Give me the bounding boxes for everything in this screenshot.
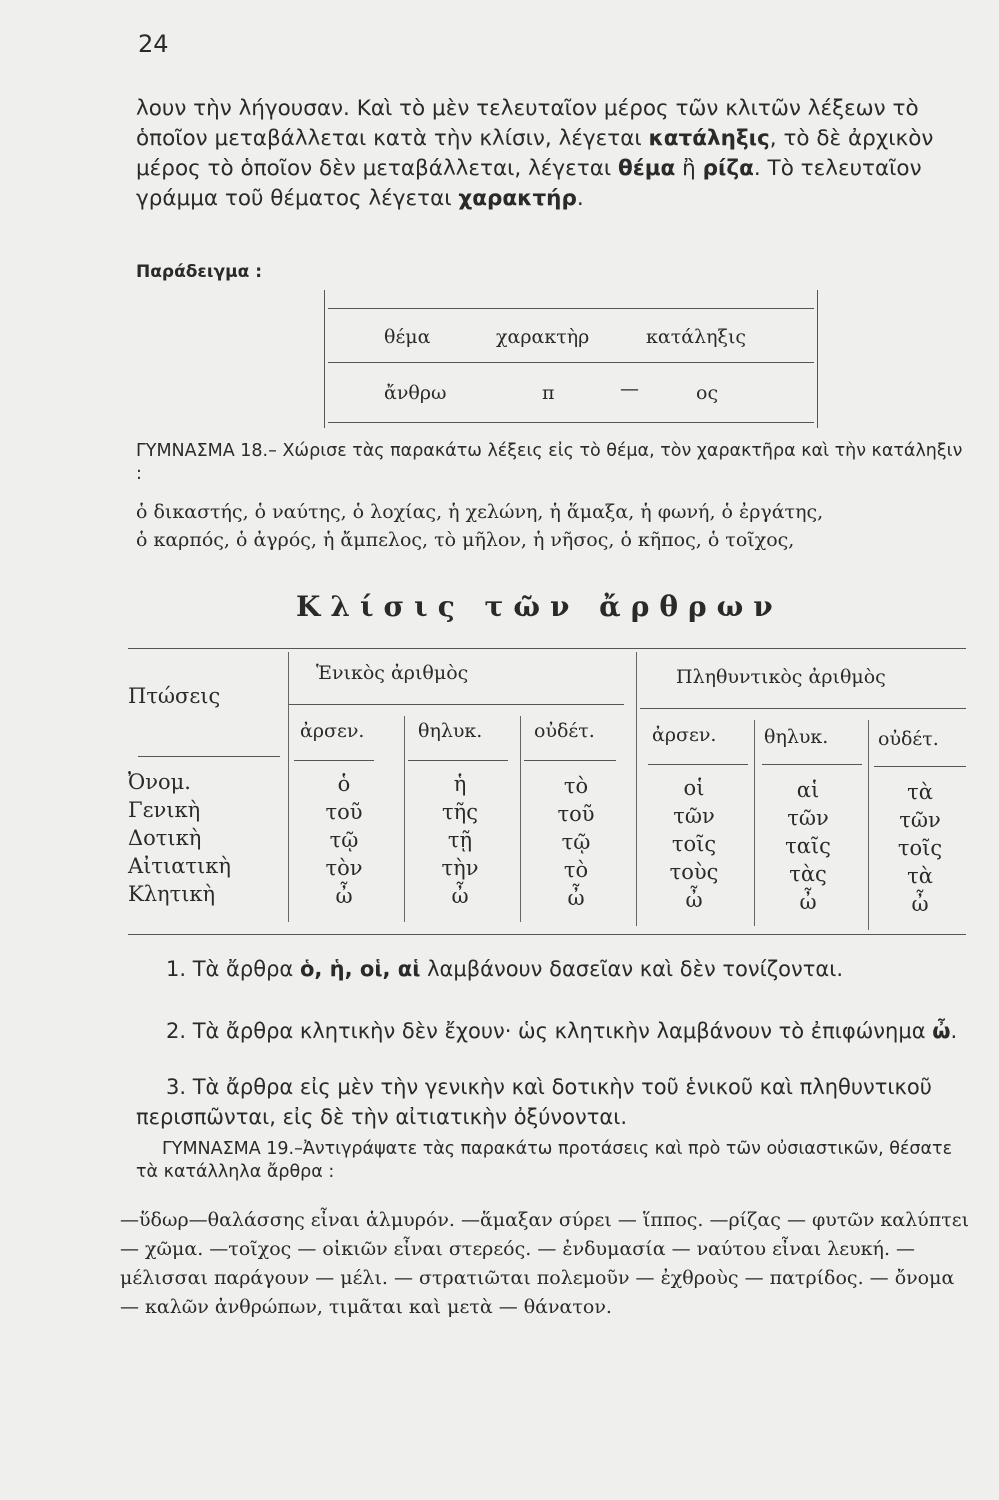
- decl-cell: τὰ: [907, 780, 933, 804]
- decl-cell: ὦ: [685, 888, 703, 912]
- decl-cell: αἱ: [796, 778, 820, 802]
- exercise-18-instructions: [136, 440, 970, 486]
- exercise-19-title: ΓΥΜΝΑΣΜΑ 19.: [162, 1139, 295, 1159]
- exercise-18-text: – Χώρισε τὰς παρακάτω λέξεις εἰς τὸ θέμα, τὸν χαρακτῆρα καὶ τὴν κατάληξιν :: [136, 441, 963, 484]
- rule-3: 3. Τὰ ἄρθρα εἰς μὲν τὴν γενικὴν καὶ δοτικὴν τοῦ ἑνικοῦ καὶ πληθυντικοῦ περισπῶνται, εἰς δὲ τὴν αἰτιατικὴν ὀξύνονται.: [136, 1075, 932, 1129]
- example-table-top-rule: [328, 308, 814, 309]
- decl-vline-3: [520, 716, 521, 922]
- decl-cell: τὴν: [441, 856, 479, 880]
- decl-cell: τῷ: [561, 830, 591, 854]
- decl-gender-rule-3: [524, 760, 616, 761]
- exercise-18-title: ΓΥΜΝΑΣΜΑ 18.: [136, 441, 269, 461]
- decl-cell: τῶν: [787, 806, 829, 830]
- decl-cell: τῶν: [673, 804, 715, 828]
- example-table-left-border: [324, 290, 325, 428]
- decl-vline-1: [288, 652, 289, 922]
- intro-text-2: , τὸ δὲ ἀρχικὸν μέρος τὸ ὁποῖον δὲν μεταβάλλεται, λέγεται: [136, 126, 934, 181]
- decl-cell: ὦ: [335, 884, 353, 908]
- decl-case-accusative: Αἰτιατικὴ: [128, 854, 231, 878]
- decl-case-dative: Δοτικὴ: [128, 826, 202, 850]
- decl-cell: ὁ: [337, 772, 351, 796]
- decl-cell: τοὺς: [669, 860, 719, 884]
- decl-cell: τῇ: [447, 828, 473, 852]
- rule-2-interjection: ὦ: [932, 1019, 951, 1043]
- decl-cell: τῆς: [442, 800, 478, 824]
- decl-case-genitive: Γενικὴ: [128, 798, 201, 822]
- example-cell-dash: —: [620, 378, 639, 400]
- example-header-thema: θέμα: [384, 326, 431, 348]
- rule-2-text-c: .: [950, 1019, 958, 1043]
- example-cell-ending: ος: [696, 382, 719, 404]
- decl-singular-rule: [288, 704, 624, 705]
- decl-cases-rule: [138, 756, 280, 757]
- decl-gender-6: οὐδέτ.: [878, 728, 939, 750]
- decl-cell: ὦ: [911, 892, 929, 916]
- intro-paragraph: [136, 94, 970, 214]
- decl-vline-4: [636, 652, 637, 926]
- page-number: 24: [138, 30, 169, 58]
- rule-1-articles: ὁ, ἡ, οἱ, αἱ: [299, 957, 421, 981]
- example-label: Παράδειγμα :: [136, 262, 263, 282]
- decl-case-nominative: Ὀνομ.: [128, 770, 191, 794]
- term-charaktir: χαρακτήρ: [458, 186, 577, 211]
- example-table-bottom-rule: [328, 422, 814, 423]
- rule-1-text-c: λαμβάνουν δασεῖαν καὶ δὲν τονίζονται.: [420, 957, 844, 981]
- decl-cell: τὸν: [325, 856, 363, 880]
- intro-text-4: . Τὸ τελευταῖον γράμμα τοῦ θέματος λέγεται: [136, 156, 922, 211]
- decl-cell: τὸ: [563, 774, 589, 798]
- example-header-charaktir: χαρακτὴρ: [496, 326, 590, 348]
- decl-cell: ὦ: [567, 886, 585, 910]
- decl-singular-header: Ἑνικὸς ἀριθμὸς: [316, 662, 469, 684]
- decl-cell: οἱ: [683, 776, 705, 800]
- example-cell-stem: ἄνθρω: [384, 382, 447, 404]
- section-title: Κλίσις τῶν ἄρθρων: [296, 590, 783, 623]
- rule-1-text-a: 1. Τὰ ἄρθρα: [166, 957, 300, 981]
- decl-cell: τοῦ: [557, 802, 595, 826]
- decl-cell: τῷ: [329, 828, 359, 852]
- term-katalixis: κατάληξις: [648, 126, 770, 151]
- decl-gender-3: οὐδέτ.: [534, 720, 595, 742]
- decl-cell: τῶν: [899, 808, 941, 832]
- decl-gender-rule-2: [408, 760, 508, 761]
- decl-gender-1: ἀρσεν.: [300, 720, 365, 742]
- exercise-18-words-line-1: ὁ δικαστής, ὁ ναύτης, ὁ λοχίας, ἡ χελώνη, ἡ ἅμαξα, ἡ φωνή, ὁ ἐργάτης,: [136, 501, 824, 523]
- decl-cell: τὰς: [789, 862, 827, 886]
- decl-gender-rule-1: [294, 760, 374, 761]
- decl-plural-header: Πληθυντικὸς ἀριθμὸς: [676, 666, 886, 688]
- decl-case-vocative: Κλητικὴ: [128, 882, 216, 906]
- decl-vline-6: [868, 720, 869, 930]
- exercise-19-sentences: —ὕδωρ—θαλάσσης εἶναι ἁλμυρόν. —ἅμαξαν σύρει — ἵππος. —ρίζας — φυτῶν καλύπτει — χῶμα. —τοῖχος — οἰκιῶν εἶναι στερεός. — ἐνδυμασία — ναύτου εἶναι λευκή. —μέλισσαι παράγουν — μέλι. — στρατιῶται πολεμοῦν — ἐχθροὺς — πατρίδος. — ὄνομα — καλῶν ἀνθρώπων, τιμᾶται καὶ μετὰ — θάνατον.: [120, 1209, 970, 1318]
- decl-vline-5: [754, 720, 755, 926]
- example-header-katalixis: κατάληξις: [646, 326, 747, 348]
- decl-cell: τοῖς: [671, 832, 717, 856]
- decl-cell: τὸ: [563, 858, 589, 882]
- term-riza: ρίζα: [702, 156, 754, 181]
- intro-text-5: .: [576, 186, 584, 211]
- example-table-right-border: [817, 290, 818, 428]
- decl-gender-2: θηλυκ.: [418, 720, 483, 742]
- example-cell-character: π: [542, 382, 555, 404]
- decl-cell: τοῖς: [897, 836, 943, 860]
- intro-text-1: λουν τὴν λήγουσαν. Καὶ τὸ μὲν τελευταῖον μέρος τῶν κλιτῶν λέξεων τὸ ὁποῖον μεταβάλλεται κατὰ τὴν κλίσιν, λέγεται: [136, 96, 919, 151]
- exercise-19-instructions: [136, 1138, 970, 1184]
- rule-2-text-a: 2. Τὰ ἄρθρα κλητικὴν δὲν ἔχουν· ὡς κλητικὴν λαμβάνουν τὸ ἐπιφώνημα: [166, 1019, 933, 1043]
- decl-cases-header: Πτώσεις: [128, 684, 221, 708]
- exercise-19-text: –Ἀντιγράψατε τὰς παρακάτω προτάσεις καὶ πρὸ τῶν οὐσιαστικῶν, θέσατε τὰ κατάλληλα ἄρθρα :: [136, 1139, 953, 1182]
- example-table: [324, 290, 818, 428]
- intro-text-3: ἢ: [675, 156, 703, 181]
- decl-cell: ὦ: [451, 884, 469, 908]
- example-table-mid-rule: [328, 362, 814, 363]
- decl-gender-4: ἀρσεν.: [652, 724, 717, 746]
- rule-1: [136, 954, 970, 984]
- decl-gender-rule-6: [874, 766, 966, 767]
- decl-plural-rule: [640, 708, 966, 709]
- rule-2: [136, 1016, 970, 1046]
- decl-cell: ταῖς: [785, 834, 831, 858]
- decl-gender-rule-5: [762, 764, 862, 765]
- decl-top-rule: [128, 648, 966, 649]
- decl-cell: τὰ: [907, 864, 933, 888]
- decl-gender-rule-4: [648, 764, 748, 765]
- term-thema: θέμα: [618, 156, 676, 181]
- exercise-18-words-line-2: ὁ καρπός, ὁ ἀγρός, ἡ ἄμπελος, τὸ μῆλον, ἡ νῆσος, ὁ κῆπος, ὁ τοῖχος,: [136, 529, 795, 551]
- decl-cell: τοῦ: [325, 800, 363, 824]
- decl-bottom-rule: [128, 934, 966, 935]
- decl-cell: ἡ: [453, 772, 467, 796]
- decl-cell: ὦ: [799, 890, 817, 914]
- declension-table: [128, 648, 966, 942]
- decl-gender-5: θηλυκ.: [764, 726, 829, 748]
- decl-vline-2: [404, 716, 405, 922]
